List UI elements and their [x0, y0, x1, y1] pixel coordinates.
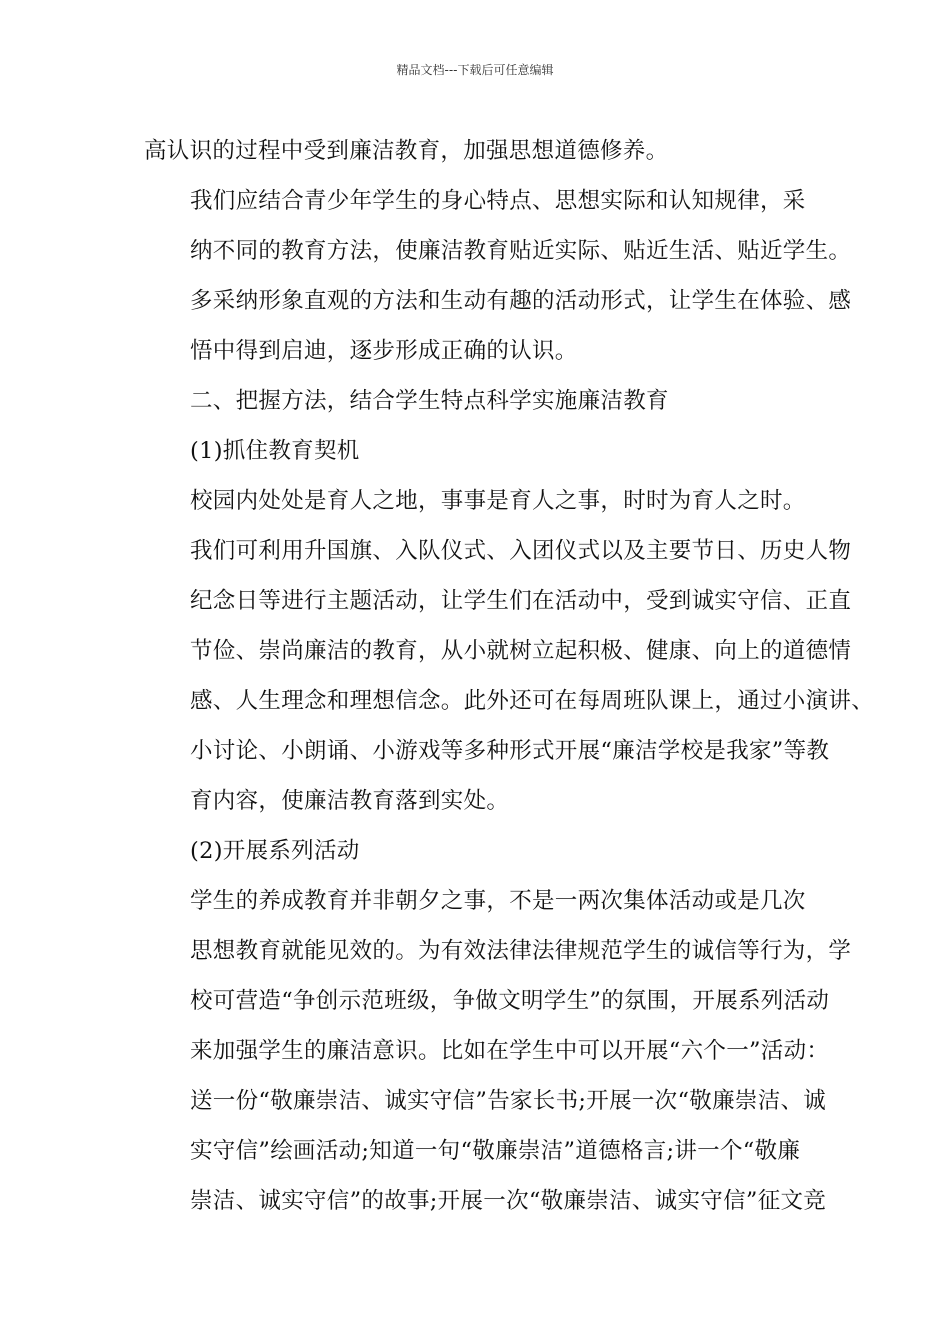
text-line: 崇洁、诚实守信”的故事;开展一次“敬廉崇洁、诚实守信”征文竞: [190, 1188, 827, 1214]
text-line: 学生的养成教育并非朝夕之事，不是一两次集体活动或是几次: [190, 888, 806, 914]
text-line: 思想教育就能见效的。为有效法律法律规范学生的诚信等行为，学: [190, 938, 852, 964]
page-header: 精品文档---下载后可任意编辑: [396, 63, 554, 77]
text-line: 感、人生理念和理想信念。此外还可在每周班队课上，通过小演讲、: [190, 688, 875, 714]
paragraph-opportunities: [144, 476, 875, 826]
subsection-heading-1: [144, 426, 834, 476]
text-line: 我们应结合青少年学生的身心特点、思想实际和认知规律，采: [190, 188, 806, 214]
text-line: 送一份“敬廉崇洁、诚实守信”告家长书;开展一次“敬廉崇洁、诚: [190, 1088, 827, 1114]
text-line: 校园内处处是育人之地，事事是育人之事，时时为育人之时。: [190, 488, 806, 514]
paragraph-activities: [144, 876, 852, 1226]
text-line: 多采纳形象直观的方法和生动有趣的活动形式，让学生在体验、感: [190, 288, 852, 314]
paragraph-continuation: [144, 126, 834, 176]
text-line: 实守信”绘画活动;知道一句“敬廉崇洁”道德格言;讲一个“敬廉: [190, 1138, 801, 1164]
text-line: 小讨论、小朗诵、小游戏等多种形式开展“廉洁学校是我家”等教: [190, 738, 830, 764]
text-line: 纳不同的教育方法，使廉洁教育贴近实际、贴近生活、贴近学生。: [190, 238, 852, 264]
paragraph-methods: [144, 176, 852, 376]
section-heading: [144, 376, 834, 426]
text-line: 高认识的过程中受到廉洁教育，加强思想道德修养。: [144, 138, 669, 164]
heading-text: (1)抓住教育契机: [190, 438, 360, 464]
document-body: [144, 126, 875, 1226]
text-line: 来加强学生的廉洁意识。比如在学生中可以开展“六个一”活动：: [190, 1038, 830, 1064]
text-line: 节俭、崇尚廉洁的教育，从小就树立起积极、健康、向上的道德情: [190, 638, 852, 664]
text-line: 我们可利用升国旗、入队仪式、入团仪式以及主要节日、历史人物: [190, 538, 852, 564]
subsection-heading-2: [144, 826, 834, 876]
text-line: 悟中得到启迪，逐步形成正确的认识。: [190, 338, 578, 364]
text-line: 育内容，使廉洁教育落到实处。: [190, 788, 510, 814]
text-line: 校可营造“争创示范班级，争做文明学生”的氛围，开展系列活动: [190, 988, 830, 1014]
heading-text: (2)开展系列活动: [190, 838, 360, 864]
heading-text: 二、把握方法，结合学生特点科学实施廉洁教育: [190, 388, 669, 414]
text-line: 纪念日等进行主题活动，让学生们在活动中，受到诚实守信、正直: [190, 588, 852, 614]
